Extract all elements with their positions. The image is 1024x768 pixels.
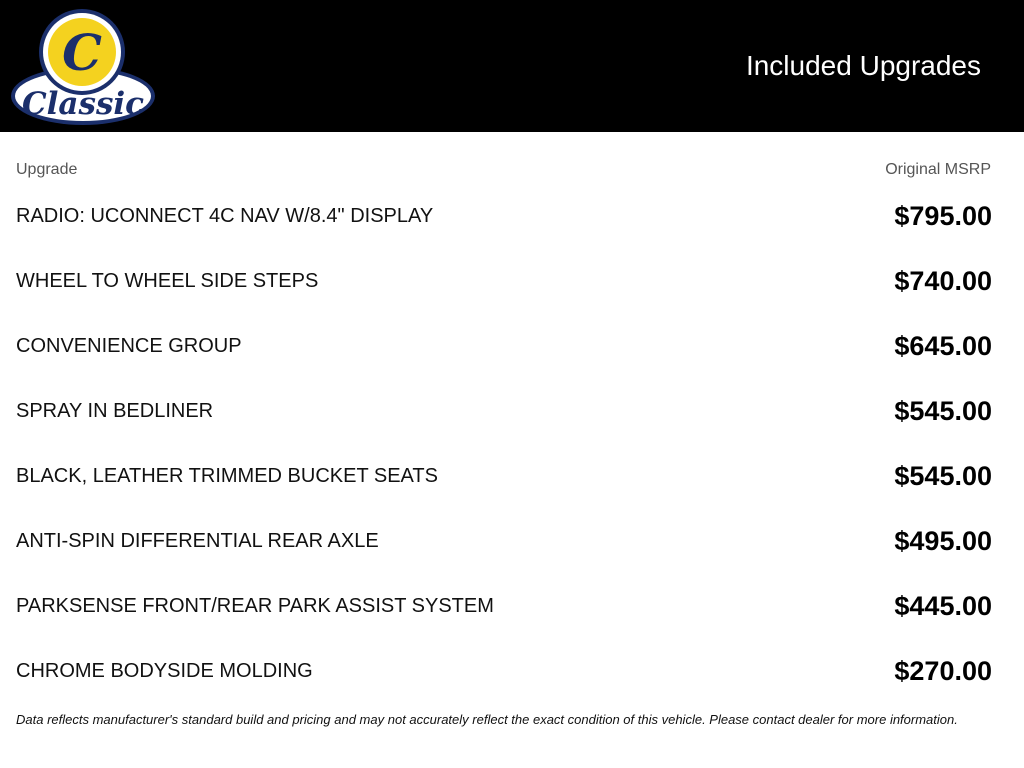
upgrade-name: PARKSENSE FRONT/REAR PARK ASSIST SYSTEM [16, 595, 494, 617]
table-row [16, 314, 992, 379]
table-row [16, 379, 992, 444]
table-row [16, 639, 992, 704]
table-row [16, 249, 992, 314]
table-row [16, 184, 992, 249]
upgrade-name: CHROME BODYSIDE MOLDING [16, 660, 313, 682]
svg-text:C: C [62, 23, 102, 82]
upgrade-price: $545.00 [894, 461, 992, 491]
column-header-msrp: Original MSRP [885, 161, 991, 178]
table-row [16, 444, 992, 509]
upgrade-price: $645.00 [894, 331, 992, 361]
upgrade-price: $740.00 [894, 266, 992, 296]
upgrade-name: RADIO: UCONNECT 4C NAV W/8.4" DISPLAY [16, 205, 434, 227]
header-bar [0, 0, 1024, 132]
table-header [16, 161, 991, 181]
table-row [16, 574, 992, 639]
classic-logo [9, 8, 157, 126]
upgrade-price: $545.00 [894, 396, 992, 426]
upgrade-price: $445.00 [894, 591, 992, 621]
upgrade-rows [16, 184, 992, 704]
page-title: Included Upgrades [745, 50, 981, 81]
table-row [16, 509, 992, 574]
column-header-upgrade: Upgrade [16, 161, 78, 178]
upgrade-name: CONVENIENCE GROUP [16, 335, 242, 357]
upgrade-name: ANTI-SPIN DIFFERENTIAL REAR AXLE [16, 530, 379, 552]
upgrade-price: $270.00 [894, 656, 992, 686]
svg-text:Classic: Classic [21, 86, 145, 122]
upgrade-price: $495.00 [894, 526, 992, 556]
disclaimer-text: Data reflects manufacturer's standard build and pricing and may not accurately reflect the exact condition of this vehicle. Please contact dealer for more information. [16, 712, 958, 727]
upgrade-price: $795.00 [894, 201, 992, 231]
upgrade-name: SPRAY IN BEDLINER [16, 400, 214, 422]
upgrade-name: BLACK, LEATHER TRIMMED BUCKET SEATS [16, 465, 438, 487]
upgrade-name: WHEEL TO WHEEL SIDE STEPS [16, 270, 319, 292]
